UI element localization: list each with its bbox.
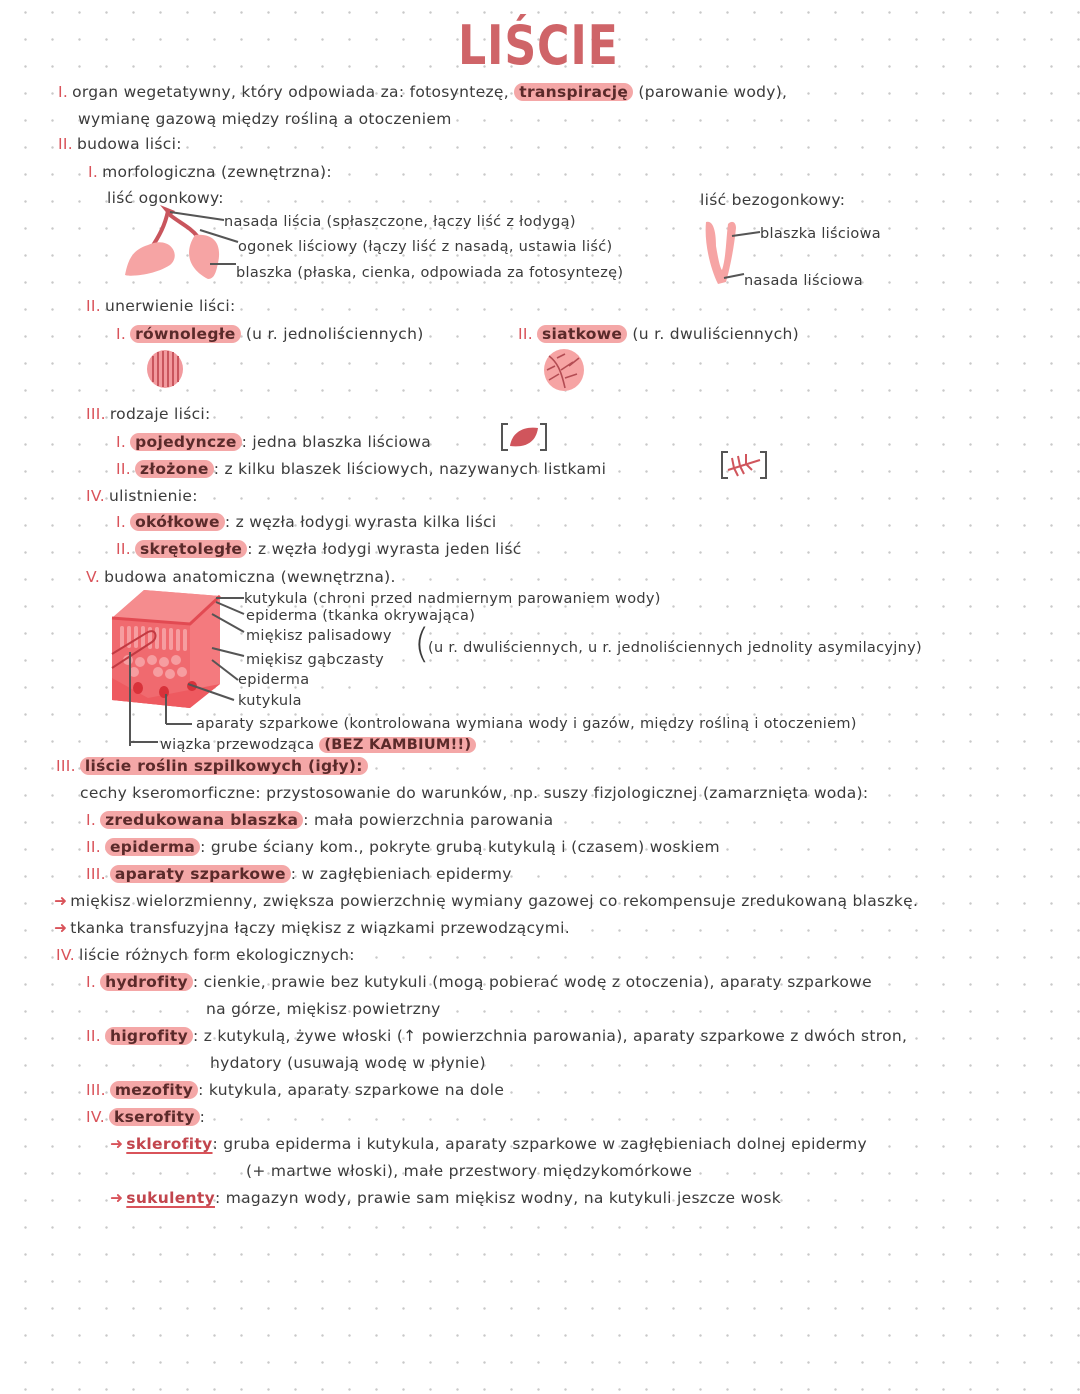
item-text: (u r. jednoliściennych)	[245, 325, 424, 343]
layer-miekisz-palisadowy: miękisz palisadowy	[246, 628, 392, 644]
page-title: LIŚCIE	[458, 14, 619, 77]
item-text: : mała powierzchnia parowania	[303, 811, 554, 829]
subheading-morfologiczna	[88, 162, 332, 182]
layer-miekisz-gabczasty: miękisz gąbczasty	[246, 652, 384, 668]
item-text: : gruba epiderma i kutykula, aparaty szparkowe w zagłębieniach dolnej epidermy	[212, 1135, 867, 1153]
type-item-simple	[116, 432, 431, 452]
layer-kutykula-bottom: kutykula	[238, 693, 302, 709]
conifer-item-1	[86, 810, 553, 830]
highlight-term: pojedyncze	[130, 433, 242, 451]
highlight-term: higrofity	[105, 1027, 193, 1045]
item-text: : cienkie, prawie bez kutykuli (mogą pobierać wodę z otoczenia), aparaty szparkowe	[192, 973, 872, 991]
item-text: : z kutykulą, żywe włoski (↑ powierzchnia parowania), aparaty szparkowe z dwóch stron,	[193, 1027, 908, 1045]
definition-text-end: (parowanie wody),	[638, 83, 788, 101]
numeral: V.	[86, 568, 101, 586]
numeral: II.	[86, 1027, 101, 1045]
highlight-term: skrętoległe	[135, 540, 247, 558]
layer-epiderma-bottom: epiderma	[238, 672, 310, 688]
highlight-term: złożone	[135, 460, 214, 478]
numeral: I.	[88, 163, 99, 181]
type-item-compound	[116, 459, 606, 479]
parallel-venation-icon	[146, 350, 186, 390]
arrow-text: tkanka transfuzyjna łączy miękisz z wiązkami przewodzącymi.	[70, 919, 571, 937]
highlight-term: równoległe	[130, 325, 240, 343]
highlight-term: mezofity	[110, 1081, 198, 1099]
compound-leaf-icon	[720, 450, 770, 480]
conifer-item-3	[86, 864, 512, 884]
eco-item-hydrofity-cont: na górze, miękisz powietrzny	[206, 1000, 441, 1018]
layer-kutykula-top: kutykula (chroni przed nadmiernym parowaniem wody)	[244, 591, 661, 607]
heading-text: budowa anatomiczna (wewnętrzna).	[104, 568, 396, 586]
xero-sukulenty	[110, 1188, 781, 1208]
numeral: III.	[86, 865, 106, 883]
numeral: II.	[86, 297, 101, 315]
subheading-rodzaje	[86, 404, 211, 424]
sessile-title: liść bezogonkowy:	[700, 191, 846, 209]
item-text: : w zagłębieniach epidermy	[290, 865, 512, 883]
definition-line-2: wymianę gazową między rośliną a otoczeniem	[78, 110, 452, 128]
xero-sklerofity-cont: (+ martwe włoski), małe przestwory międzykomórkowe	[246, 1162, 693, 1180]
numeral: IV.	[86, 487, 106, 505]
item-text: : kutykula, aparaty szparkowe na dole	[198, 1081, 505, 1099]
eco-item-mezofity	[86, 1080, 504, 1100]
subheading-unerwienie	[86, 296, 236, 316]
item-text: : z węzła łodygi wyrasta kilka liści	[224, 513, 497, 531]
eco-item-higrofity	[86, 1026, 907, 1046]
reticulate-venation-icon	[543, 348, 585, 392]
heading-text: liście różnych form ekologicznych:	[79, 946, 355, 964]
underlined-term: sukulenty	[126, 1189, 215, 1207]
highlight-term: siatkowe	[537, 325, 627, 343]
numeral: I.	[116, 433, 127, 451]
numeral: II.	[116, 460, 131, 478]
label-stomata: aparaty szparkowe (kontrolowana wymiana wody i gazów, między rośliną i otoczeniem)	[196, 716, 857, 732]
label-blaszka: blaszka (płaska, cienka, odpowiada za fotosyntezę)	[236, 265, 624, 281]
highlight-term: aparaty szparkowe	[110, 865, 291, 883]
arrow-right-icon: ➜	[54, 892, 68, 910]
highlight-term: zredukowana blaszka	[100, 811, 303, 829]
xero-sklerofity	[110, 1134, 867, 1154]
highlight-no-cambium: (BEZ KAMBIUM!!)	[319, 737, 476, 753]
numeral: I.	[86, 973, 97, 991]
numeral: I.	[116, 513, 127, 531]
definition-text: organ wegetatywny, który odpowiada za: fotosyntezę,	[72, 83, 509, 101]
label-vascular-bundle	[160, 735, 476, 755]
heading-text: budowa liści:	[76, 135, 182, 153]
mesophyll-note: (u r. dwuliściennych, u r. jednoliściennych jednolity asymilacyjny)	[428, 640, 922, 656]
eco-item-higrofity-cont: hydatory (usuwają wodę w płynie)	[210, 1054, 486, 1072]
label-nasada: nasada liścia (spłaszczone, łączy liść z łodygą)	[224, 214, 576, 230]
section-heading-budowa	[58, 134, 182, 154]
highlight-term: epiderma	[105, 838, 200, 856]
numeral: IV.	[56, 946, 76, 964]
highlight-term: hydrofity	[100, 973, 193, 991]
arrangement-item-alternate	[116, 539, 522, 559]
conifer-item-2	[86, 837, 720, 857]
item-text: : magazyn wody, prawie sam miękisz wodny, na kutykuli jeszcze wosk	[214, 1189, 781, 1207]
label-blaszka-lisciowa: blaszka liściowa	[760, 226, 881, 242]
arrow-right-icon: ➜	[110, 1189, 124, 1207]
highlight-transpiracja: transpirację	[514, 83, 633, 101]
eco-item-kserofity	[86, 1107, 205, 1127]
numeral: IV.	[86, 1108, 106, 1126]
subheading-ulistnienie	[86, 486, 198, 506]
numeral: III.	[86, 1081, 106, 1099]
conifer-arrow-1	[54, 891, 918, 911]
heading-text: rodzaje liści:	[109, 405, 211, 423]
numeral: II.	[58, 135, 73, 153]
numeral: III.	[86, 405, 106, 423]
item-text: : z kilku blaszek liściowych, nazywanych listkami	[213, 460, 607, 478]
highlight-term: okółkowe	[130, 513, 225, 531]
brace: (	[414, 621, 430, 667]
highlight-term: liście roślin szpilkowych (igły):	[80, 757, 368, 775]
item-text: (u r. dwuliściennych)	[632, 325, 799, 343]
item-text: : z węzła łodygi wyrasta jeden liść	[247, 540, 522, 558]
conifer-arrow-2	[54, 918, 570, 938]
numeral: I.	[58, 83, 69, 101]
heading-text: morfologiczna (zewnętrzna):	[102, 163, 332, 181]
heading-text: unerwienie liści:	[104, 297, 236, 315]
arrow-right-icon: ➜	[54, 919, 68, 937]
numeral: III.	[56, 757, 76, 775]
highlight-term: kserofity	[109, 1108, 200, 1126]
label-nasada-lisciowa: nasada liściowa	[744, 273, 863, 289]
item-text: : jedna blaszka liściowa	[241, 433, 432, 451]
arrangement-item-whorled	[116, 512, 497, 532]
numeral: I.	[86, 811, 97, 829]
venation-item-parallel	[116, 324, 424, 344]
layer-epiderma-top: epiderma (tkanka okrywająca)	[246, 608, 476, 624]
arrow-right-icon: ➜	[110, 1135, 124, 1153]
eco-item-hydrofity	[86, 972, 872, 992]
petiolate-title: liść ogonkowy:	[107, 189, 224, 207]
xeromorphic-intro: cechy kseromorficzne: przystosowanie do warunków, np. suszy fizjologicznej (zamarznięta woda):	[80, 784, 869, 802]
underlined-term: sklerofity	[126, 1135, 213, 1153]
section-heading-conifer	[56, 756, 368, 776]
heading-text: ulistnienie:	[109, 487, 198, 505]
bundle-text: wiązka przewodząca	[160, 737, 315, 753]
simple-leaf-icon	[500, 422, 550, 452]
numeral: II.	[518, 325, 533, 343]
numeral: II.	[116, 540, 131, 558]
item-text: : grube ściany kom., pokryte grubą kutykulą i (czasem) woskiem	[200, 838, 720, 856]
numeral: I.	[116, 325, 127, 343]
subheading-anatomia	[86, 567, 396, 587]
arrow-text: miękisz wielorzmienny, zwiększa powierzchnię wymiany gazowej co rekompensuje zredukowaną blaszkę.	[70, 892, 919, 910]
definition-line-1	[58, 82, 787, 102]
numeral: II.	[86, 838, 101, 856]
item-text: :	[199, 1108, 206, 1126]
venation-item-reticulate	[518, 324, 799, 344]
section-heading-ecological	[56, 945, 355, 965]
label-ogonek: ogonek liściowy (łączy liść z nasadą, ustawia liść)	[238, 239, 613, 255]
